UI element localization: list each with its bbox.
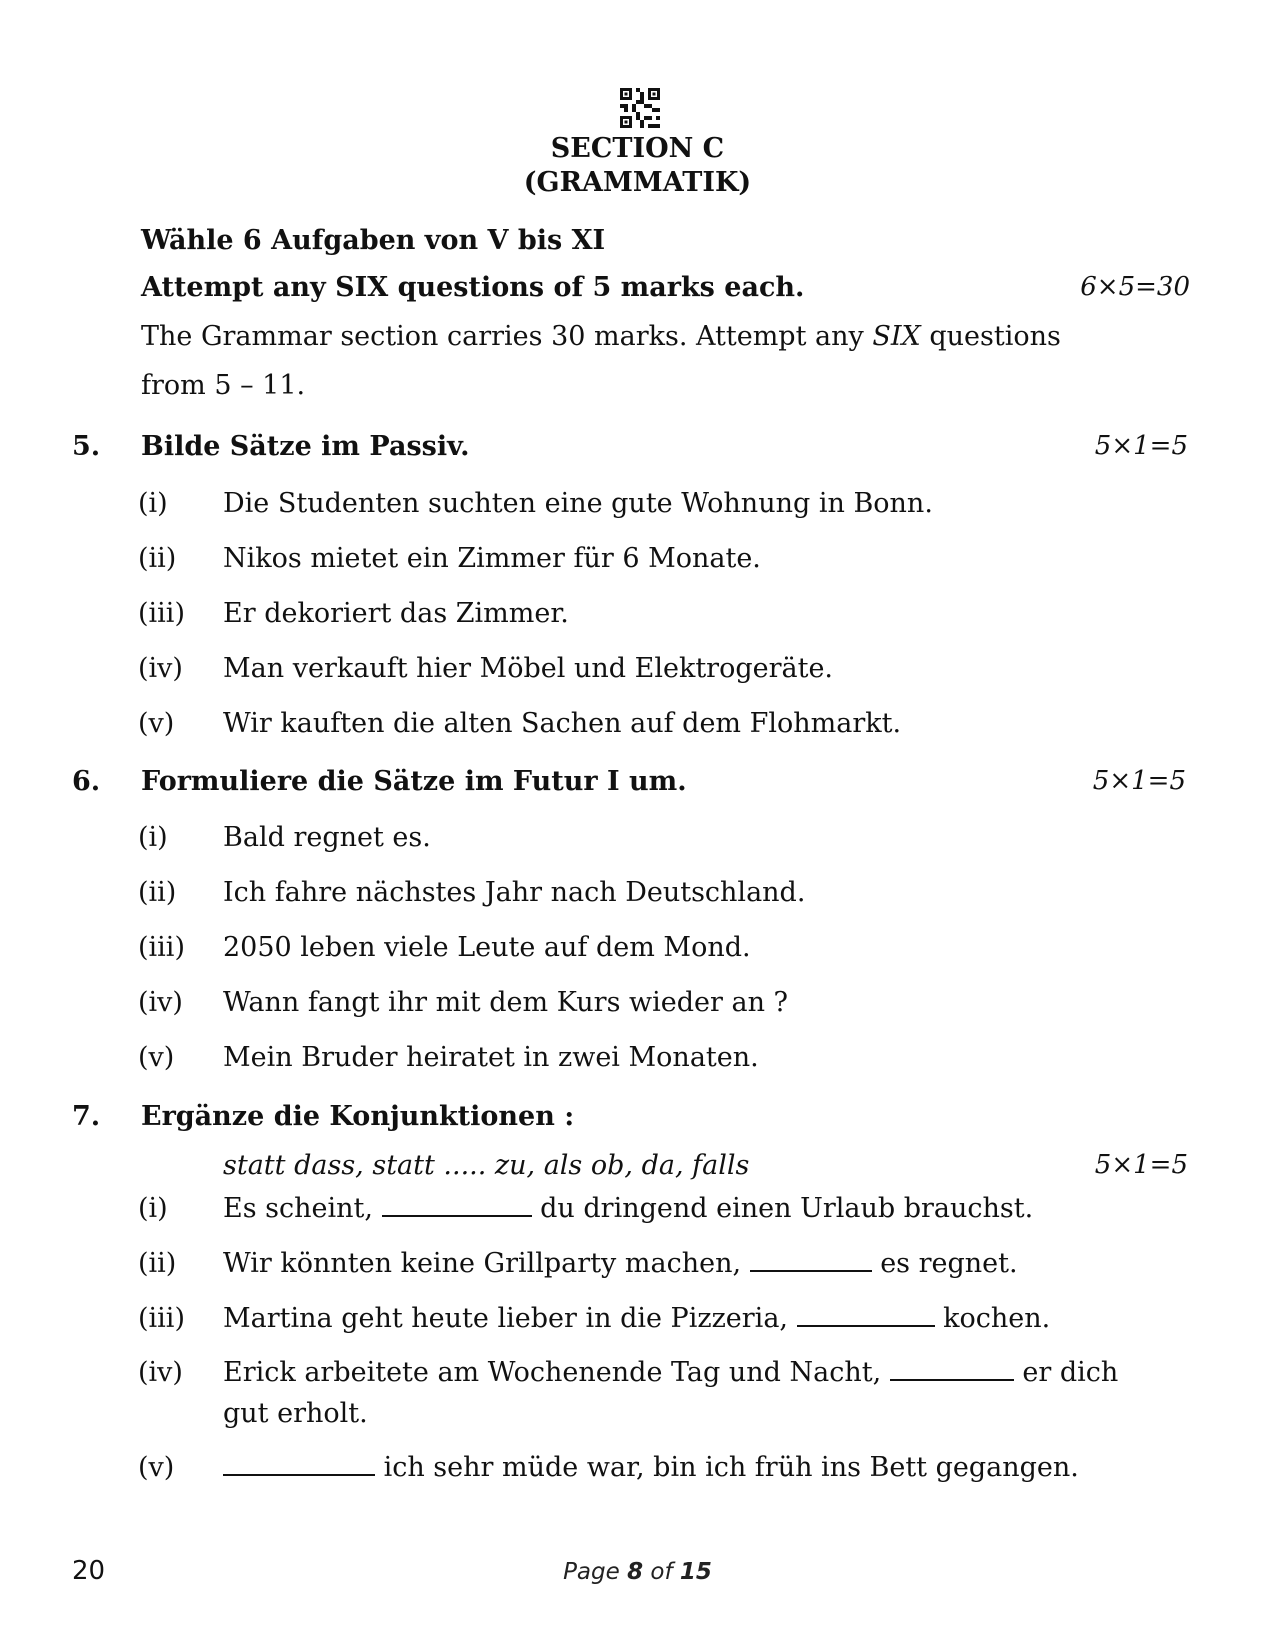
conjunction-options: statt dass, statt ..... zu, als ob, da, falls <box>223 1150 750 1181</box>
item-text-continued: gut erholt. <box>223 1398 368 1429</box>
item-text: Erick arbeitete am Wochenende Tag und Nacht, er dich <box>223 1357 1119 1388</box>
item-text: Wann fangt ihr mit dem Kurs wieder an ? <box>223 987 789 1018</box>
question-title: Bilde Sätze im Passiv. <box>141 431 470 462</box>
question-title: Ergänze die Konjunktionen : <box>141 1101 575 1132</box>
instruction-note: The Grammar section carries 30 marks. Attempt any SIX questions <box>141 321 1061 352</box>
item-text: ich sehr müde war, bin ich früh ins Bett gegangen. <box>223 1452 1079 1483</box>
question-marks: 5×1=5 <box>1092 766 1186 796</box>
item-number: (v) <box>138 708 175 739</box>
item-text: 2050 leben viele Leute auf dem Mond. <box>223 932 751 963</box>
item-number: (iii) <box>138 598 185 629</box>
item-text: Er dekoriert das Zimmer. <box>223 598 569 629</box>
item-text: Martina geht heute lieber in die Pizzeria, kochen. <box>223 1303 1051 1334</box>
item-number: (ii) <box>138 1248 177 1279</box>
item-number: (iv) <box>138 653 183 684</box>
item-number: (iv) <box>138 1357 183 1388</box>
item-number: (i) <box>138 1193 168 1224</box>
item-text: Es scheint, du dringend einen Urlaub brauchst. <box>223 1193 1034 1224</box>
item-number: (ii) <box>138 543 177 574</box>
item-number: (iv) <box>138 987 183 1018</box>
item-text: Ich fahre nächstes Jahr nach Deutschland. <box>223 877 806 908</box>
section-marks: 6×5=30 <box>1080 272 1190 302</box>
question-number: 5. <box>72 431 101 462</box>
item-number: (v) <box>138 1042 175 1073</box>
instruction-note-cont: from 5 – 11. <box>141 370 306 401</box>
instruction-german: Wähle 6 Aufgaben von V bis XI <box>141 225 606 256</box>
item-text: Mein Bruder heiratet in zwei Monaten. <box>223 1042 759 1073</box>
answer-blank[interactable] <box>223 1474 375 1476</box>
answer-blank[interactable] <box>797 1325 935 1327</box>
question-number: 7. <box>72 1101 101 1132</box>
section-title: SECTION C <box>550 133 725 164</box>
item-text: Wir kauften die alten Sachen auf dem Flohmarkt. <box>223 708 902 739</box>
question-marks: 5×1=5 <box>1094 431 1188 461</box>
item-number: (i) <box>138 822 168 853</box>
item-number: (iii) <box>138 932 185 963</box>
question-number: 6. <box>72 766 101 797</box>
item-number: (v) <box>138 1452 175 1483</box>
item-text: Die Studenten suchten eine gute Wohnung in Bonn. <box>223 488 933 519</box>
instruction-english: Attempt any SIX questions of 5 marks each. <box>141 272 805 303</box>
question-marks: 5×1=5 <box>1094 1150 1188 1180</box>
page-code: 20 <box>72 1556 106 1586</box>
page-number: Page 8 of 15 <box>563 1559 712 1585</box>
item-text: Nikos mietet ein Zimmer für 6 Monate. <box>223 543 761 574</box>
answer-blank[interactable] <box>382 1215 532 1217</box>
qr-code-icon <box>620 88 660 128</box>
item-text: Man verkauft hier Möbel und Elektrogeräte. <box>223 653 834 684</box>
item-text: Bald regnet es. <box>223 822 431 853</box>
item-number: (i) <box>138 488 168 519</box>
question-title: Formuliere die Sätze im Futur I um. <box>141 766 687 797</box>
answer-blank[interactable] <box>750 1270 872 1272</box>
item-number: (iii) <box>138 1303 185 1334</box>
answer-blank[interactable] <box>890 1379 1014 1381</box>
item-number: (ii) <box>138 877 177 908</box>
section-subtitle: (GRAMMATIK) <box>523 167 752 198</box>
item-text: Wir könnten keine Grillparty machen, es regnet. <box>223 1248 1018 1279</box>
